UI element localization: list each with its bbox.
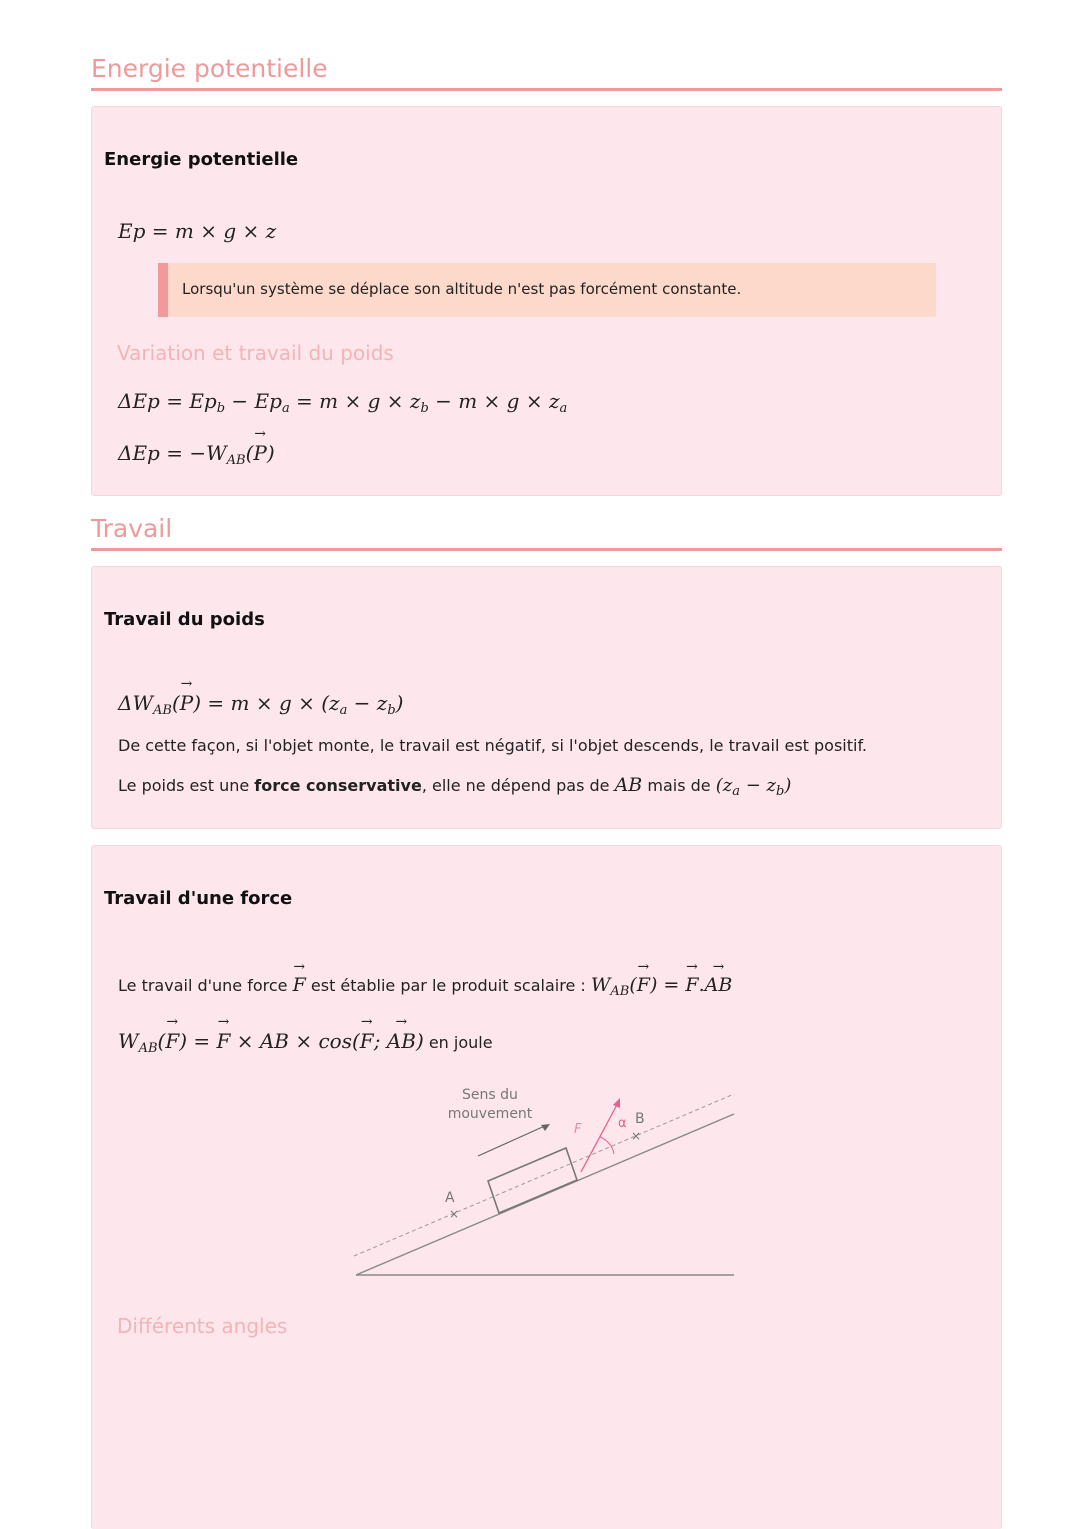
explanation-text: De cette façon, si l'objet monte, le travail est négatif, si l'objet descends, le travail est positif. [118, 736, 868, 755]
highlight-term: force conservative [254, 776, 422, 795]
card-title: Travail d'une force [104, 888, 293, 909]
card-title: Travail du poids [104, 609, 265, 630]
formula-delta-ep-work: $\Delta Ep = -W_{AB}(\to P)$ [118, 441, 275, 468]
motion-arrow [478, 1125, 547, 1156]
force-label: F [574, 1122, 582, 1137]
section-title-travail: Travail [91, 514, 1002, 551]
point-a-mark: × [449, 1207, 460, 1221]
subheading-angles: Différents angles [117, 1314, 288, 1338]
scalar-product-text [118, 974, 732, 999]
text-part: Le poids est une [118, 776, 255, 795]
unit-text: en joule [423, 1033, 493, 1052]
motion-label-1: Sens du [462, 1087, 518, 1103]
formula-ep [118, 219, 276, 243]
formula-work-weight: $\Delta W_{AB}(\to P) = m \times g \times (z_a - z_b)$ [118, 691, 403, 718]
section-title-energie: Energie potentielle [91, 54, 1002, 91]
block [488, 1148, 577, 1213]
card-title: Energie potentielle [104, 149, 299, 170]
text-part: est établie par le produit scalaire : [305, 976, 591, 995]
formula-work-cos: $W_{AB}(\to F)$ = → F × AB × cos(→ F; → AB) en joule [118, 1029, 493, 1056]
force-vector-head [613, 1098, 620, 1108]
incline-line [356, 1114, 734, 1275]
conservative-text [118, 774, 791, 799]
trajectory-dashed [354, 1094, 734, 1256]
point-b-mark: × [631, 1129, 642, 1143]
math-ab: AB [614, 774, 643, 796]
card-travail-force [91, 845, 1002, 1529]
angle-label: α [618, 1116, 627, 1131]
callout-note [158, 263, 936, 317]
formula-ep-text: Ep = m × g × z [118, 219, 277, 243]
point-a-label: A [445, 1190, 455, 1206]
text-part: Le travail d'une force [118, 976, 293, 995]
subheading-variation: Variation et travail du poids [117, 341, 394, 365]
force-vector [581, 1101, 619, 1172]
card-travail-poids [91, 566, 1002, 829]
card-energie-potentielle [91, 106, 1002, 496]
math-f: → F [293, 974, 306, 996]
motion-label-2: mouvement [447, 1106, 533, 1122]
text-part: , elle ne dépend pas de [421, 776, 615, 795]
point-b-label: B [635, 1111, 645, 1127]
text-part: mais de [642, 776, 716, 795]
math-work-def: $W_{AB}(\to F)$ = → F.→ AB [591, 974, 732, 996]
callout-text: Lorsqu'un système se déplace son altitude n'est pas forcément constante. [182, 280, 742, 298]
math-za-zb: $(z_a - z_b)$ [715, 775, 792, 799]
inclined-plane-diagram [342, 1076, 742, 1286]
formula-delta-ep: $\Delta Ep = Ep_b - Ep_a = m \times g \times z_b - m \times g \times z_a$ [118, 389, 568, 416]
angle-arc [600, 1137, 614, 1154]
